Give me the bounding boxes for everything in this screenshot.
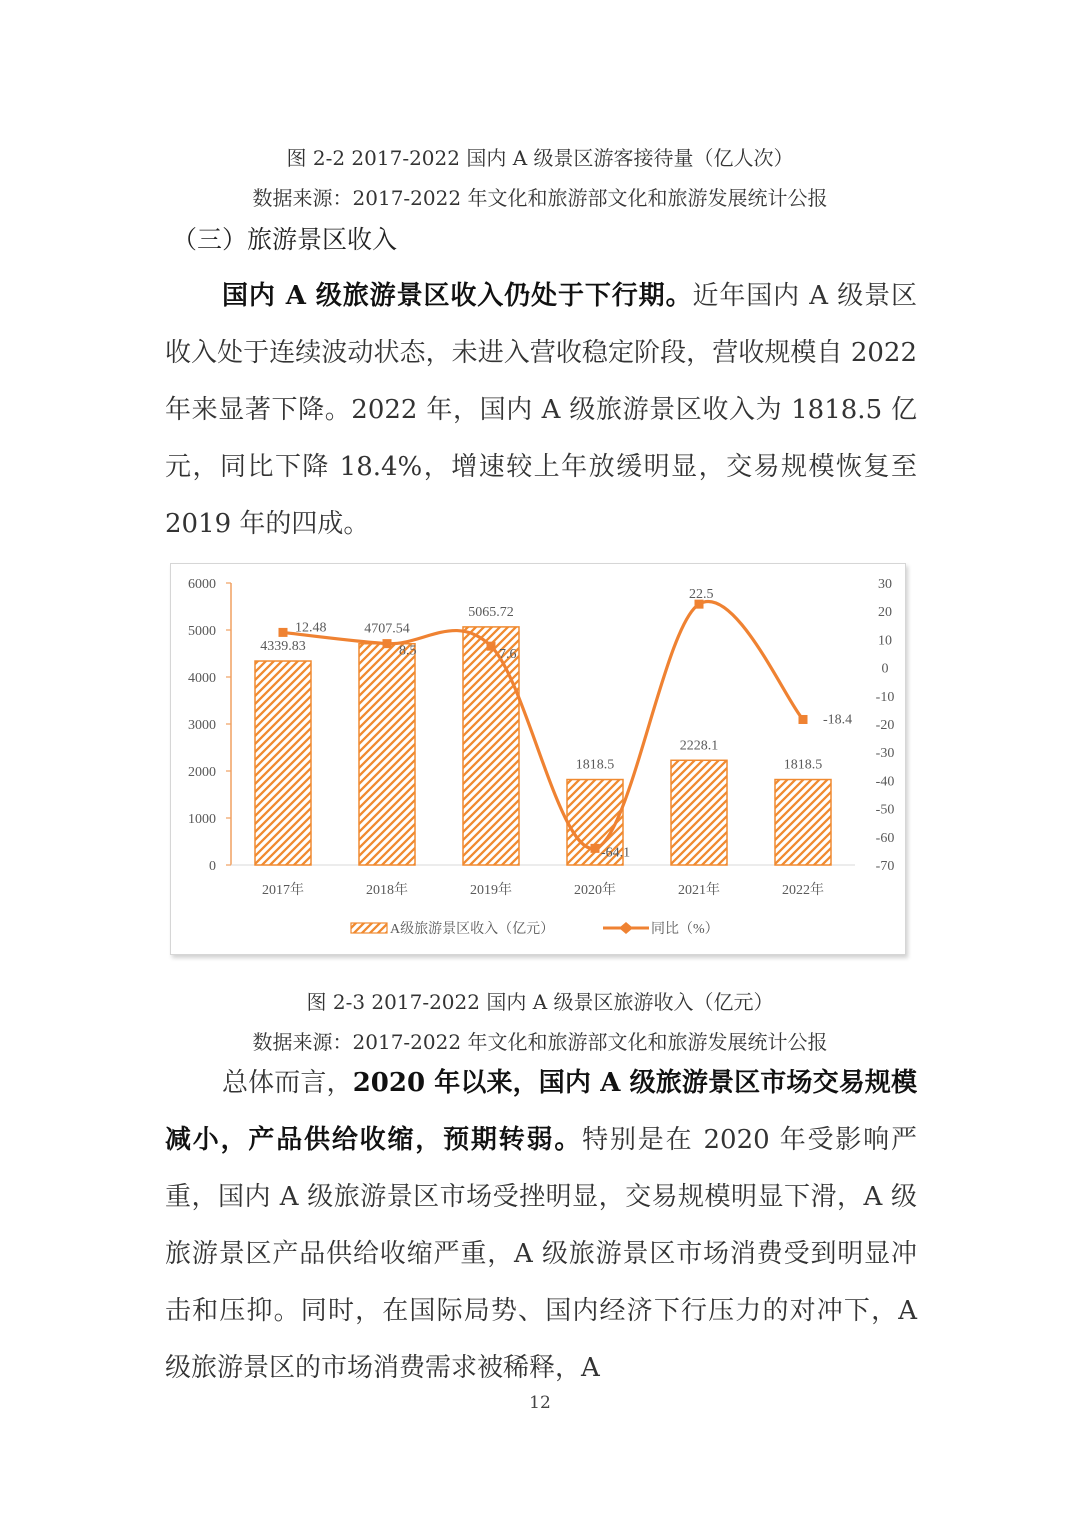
revenue-bar: [359, 644, 415, 865]
right-tick-label: -50: [875, 802, 895, 818]
revenue-bar-label: 4707.54: [364, 621, 410, 637]
right-tick-label: 10: [878, 633, 892, 649]
paragraph-revenue: [165, 268, 917, 553]
right-tick-label: 30: [878, 577, 892, 592]
revenue-bar-label: 1818.5: [575, 757, 615, 773]
yoy-label: 12.48: [295, 620, 327, 636]
yoy-label: 22.5: [689, 587, 714, 603]
revenue-bar: [671, 760, 727, 865]
figure-caption: 图 2-3 2017-2022 国内 A 级景区旅游收入（亿元）: [306, 990, 774, 1014]
x-tick-label: 2021年: [678, 883, 720, 898]
paragraph-revenue-body: 近年国内 A 级景区收入处于连续波动状态，未进入营收稳定阶段，营收规模自 2022 年来显著下降。2022 年，国内 A 级旅游景区收入为 1818.5 亿元，同比下降 18.4%，增速较上年放缓明显，交易规模恢复至 2019 年的四成。: [165, 281, 917, 539]
section-heading: （三）旅游景区收入: [172, 225, 398, 254]
revenue-bar: [775, 780, 831, 865]
x-tick-label: 2018年: [366, 883, 408, 898]
page-number: 12: [529, 1393, 551, 1413]
revenue-bar: [255, 661, 311, 865]
left-tick-label: 1000: [188, 812, 216, 827]
yoy-label: -64.1: [601, 845, 631, 861]
revenue-bar: [463, 627, 519, 865]
paragraph-revenue-lead: 国内 A 级旅游景区收入仍处于下行期。: [222, 281, 693, 311]
x-tick-label: 2020年: [574, 883, 616, 898]
revenue-chart-svg: [171, 564, 905, 954]
paragraph-summary-body: 特别是在 2020 年受影响严重，国内 A 级旅游景区市场受挫明显，交易规模明显下滑，A 级旅游景区产品供给收缩严重，A 级旅游景区市场消费受到明显冲击和压抑。同时，在国际局势、国内经济下行压力的对冲下，A 级旅游景区的市场消费需求被稀释，A: [165, 1125, 917, 1383]
yoy-marker: [383, 639, 392, 648]
revenue-bar-label: 1818.5: [783, 757, 823, 773]
x-tick-label: 2022年: [782, 883, 824, 898]
right-tick-label: -70: [875, 859, 895, 874]
x-tick-label: 2019年: [470, 883, 512, 898]
yoy-marker: [591, 844, 600, 853]
left-tick-label: 3000: [188, 718, 216, 733]
yoy-label: 8.5: [399, 643, 417, 659]
revenue-bar-label: 2228.1: [679, 738, 719, 754]
legend-bar-swatch: [351, 923, 387, 933]
revenue-chart: [170, 563, 906, 955]
prev-figure-caption: 图 2-2 2017-2022 国内 A 级景区游客接待量（亿人次）: [286, 146, 794, 170]
right-tick-label: 0: [881, 661, 889, 677]
figure-source: 数据来源：2017-2022 年文化和旅游部文化和旅游发展统计公报: [252, 1030, 828, 1054]
revenue-bar-label: 4339.83: [260, 639, 306, 655]
left-tick-label: 5000: [188, 624, 216, 639]
yoy-marker: [279, 628, 288, 637]
right-tick-label: -20: [875, 718, 895, 733]
yoy-marker: [799, 715, 808, 724]
prev-figure-source: 数据来源：2017-2022 年文化和旅游部文化和旅游发展统计公报: [252, 186, 828, 210]
right-tick-label: 20: [878, 605, 892, 621]
right-tick-label: -10: [875, 689, 895, 705]
legend-bar-label: A级旅游景区收入（亿元）: [390, 922, 555, 937]
right-tick-label: -60: [875, 830, 895, 846]
x-tick-label: 2017年: [262, 883, 304, 898]
left-tick-label: 2000: [188, 765, 216, 780]
paragraph-summary-intro: 总体而言，: [222, 1068, 353, 1098]
right-tick-label: -30: [875, 746, 895, 762]
paragraph-summary-lead: 2020 年以来，国内 A 级旅游景区市场交易规模减小，产品供给收缩，预期转弱。: [165, 1068, 917, 1155]
left-tick-label: 0: [209, 859, 216, 874]
yoy-label: 7.6: [499, 647, 517, 663]
revenue-bar-label: 5065.72: [468, 604, 514, 620]
paragraph-summary: [165, 1055, 917, 1397]
left-tick-label: 6000: [188, 577, 216, 592]
left-tick-label: 4000: [188, 671, 216, 686]
yoy-label: -18.4: [823, 712, 853, 728]
right-tick-label: -40: [875, 774, 895, 790]
legend-line-marker: [619, 922, 633, 934]
legend-line-label: 同比（%）: [651, 922, 719, 937]
yoy-marker: [487, 642, 496, 651]
